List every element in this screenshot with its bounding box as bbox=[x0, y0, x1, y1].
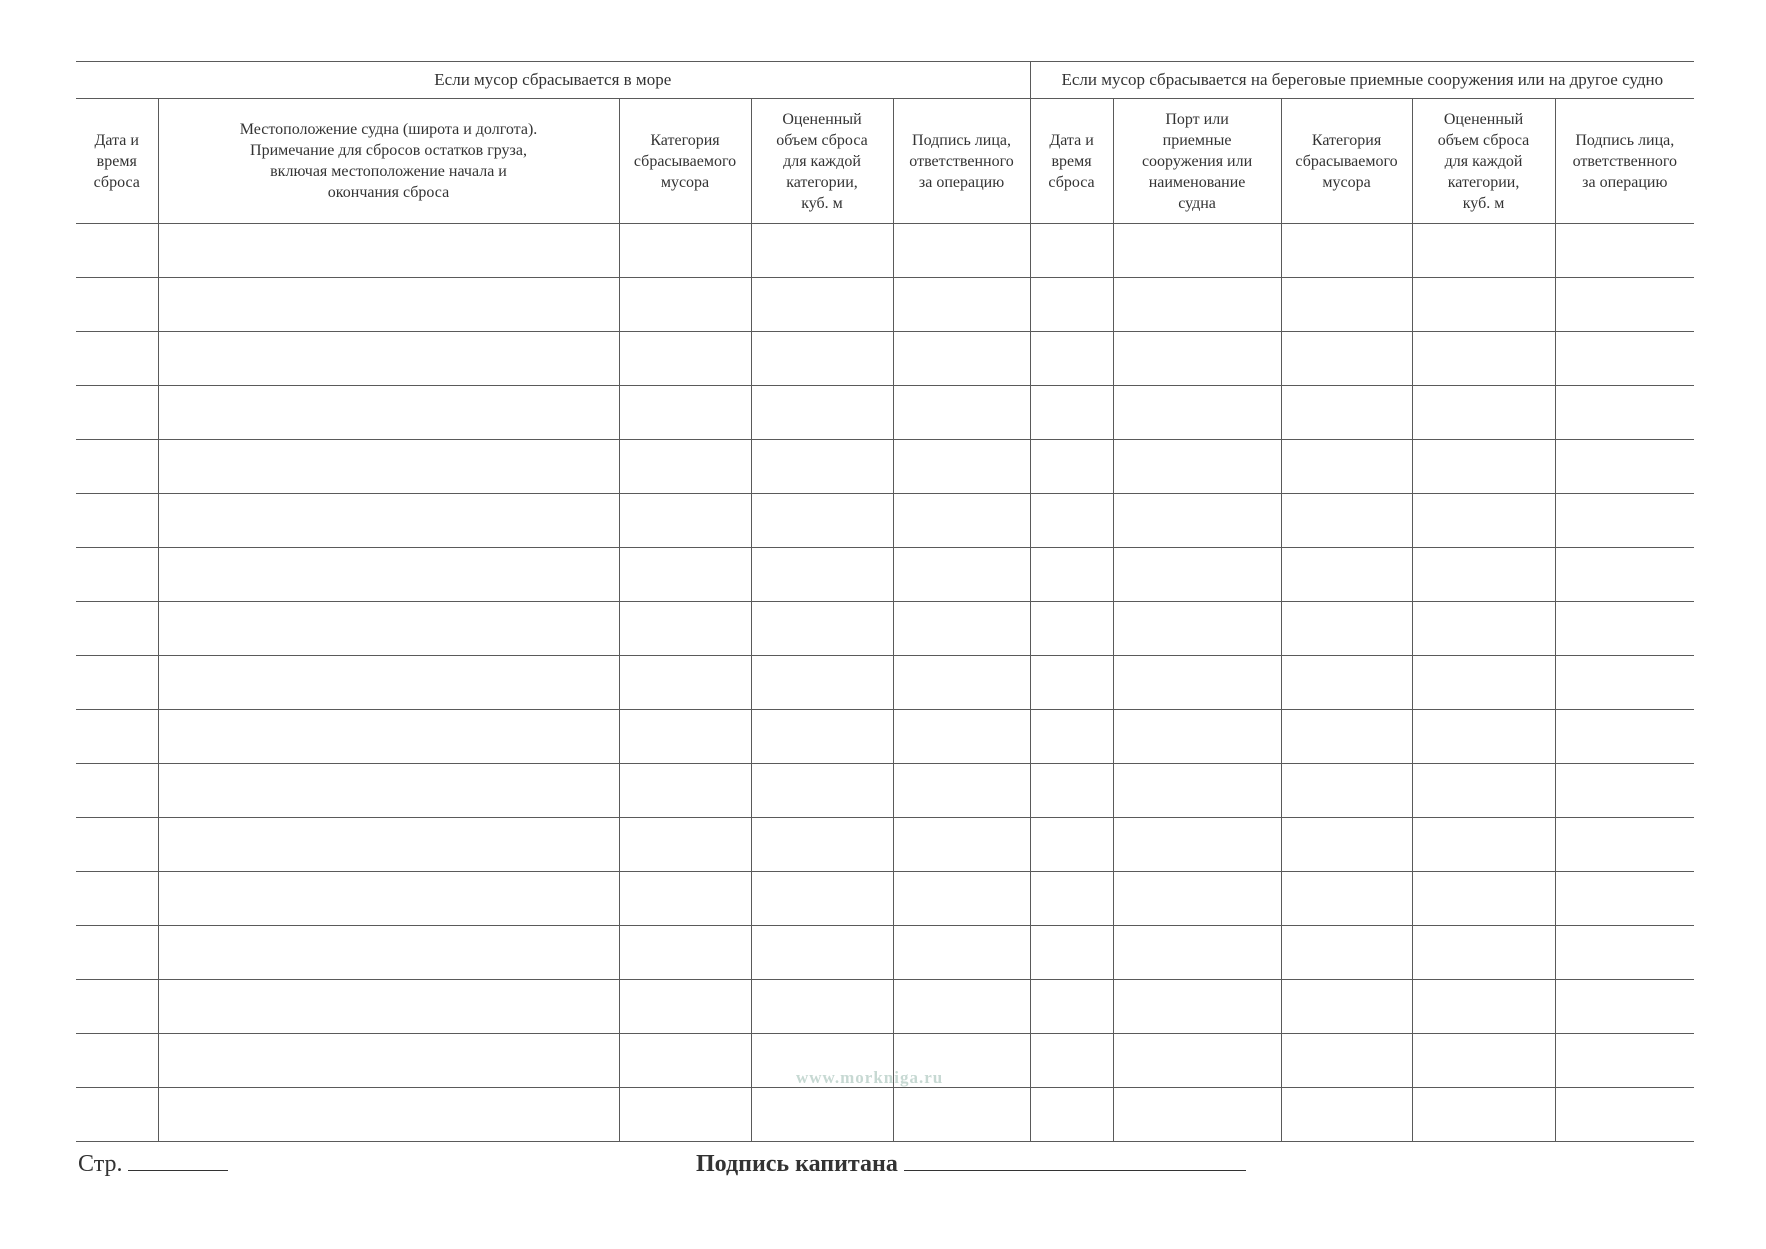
sea-date-time-cell[interactable] bbox=[76, 278, 158, 332]
sea-date-time-cell[interactable] bbox=[76, 980, 158, 1034]
shore-category-cell[interactable] bbox=[1281, 980, 1412, 1034]
shore-category-cell[interactable] bbox=[1281, 386, 1412, 440]
sea-position-cell[interactable] bbox=[158, 872, 619, 926]
captain-signature-label: Подпись капитана bbox=[696, 1151, 898, 1177]
sea-position-cell[interactable] bbox=[158, 548, 619, 602]
shore-port-cell[interactable] bbox=[1113, 710, 1281, 764]
sea-position-cell[interactable] bbox=[158, 440, 619, 494]
shore-signature-cell[interactable] bbox=[1555, 980, 1694, 1034]
sea-category-cell[interactable] bbox=[619, 710, 751, 764]
shore-signature-cell[interactable] bbox=[1555, 224, 1694, 278]
sea-date-time-cell[interactable] bbox=[76, 1034, 158, 1088]
shore-category-cell[interactable] bbox=[1281, 224, 1412, 278]
sea-signature-cell[interactable] bbox=[893, 872, 1030, 926]
shore-date-time-cell[interactable] bbox=[1030, 764, 1113, 818]
shore-port-cell[interactable] bbox=[1113, 548, 1281, 602]
shore-port-cell[interactable] bbox=[1113, 818, 1281, 872]
shore-volume-cell[interactable] bbox=[1412, 818, 1555, 872]
sea-date-time-cell[interactable] bbox=[76, 332, 158, 386]
sea-category-cell[interactable] bbox=[619, 926, 751, 980]
shore-date-time-cell[interactable] bbox=[1030, 710, 1113, 764]
shore-signature-cell[interactable] bbox=[1555, 278, 1694, 332]
sea-date-time-cell[interactable] bbox=[76, 440, 158, 494]
shore-volume-cell[interactable] bbox=[1412, 980, 1555, 1034]
shore-volume-cell[interactable] bbox=[1412, 872, 1555, 926]
sea-category-cell[interactable] bbox=[619, 278, 751, 332]
sea-date-time-cell[interactable] bbox=[76, 764, 158, 818]
table-row bbox=[76, 872, 1694, 926]
sea-volume-cell[interactable] bbox=[751, 224, 893, 278]
shore-volume-cell[interactable] bbox=[1412, 332, 1555, 386]
shore-category-cell[interactable] bbox=[1281, 332, 1412, 386]
table-row bbox=[76, 764, 1694, 818]
shore-port-cell[interactable] bbox=[1113, 926, 1281, 980]
shore-signature-cell[interactable] bbox=[1555, 440, 1694, 494]
sea-volume-cell[interactable] bbox=[751, 818, 893, 872]
sea-position-cell[interactable] bbox=[158, 818, 619, 872]
sea-signature-cell[interactable] bbox=[893, 602, 1030, 656]
sea-position-cell[interactable] bbox=[158, 278, 619, 332]
shore-category-cell[interactable] bbox=[1281, 1034, 1412, 1088]
shore-port-cell[interactable] bbox=[1113, 440, 1281, 494]
shore-signature-cell[interactable] bbox=[1555, 710, 1694, 764]
shore-date-time-cell[interactable] bbox=[1030, 602, 1113, 656]
shore-signature-cell[interactable] bbox=[1555, 1088, 1694, 1142]
shore-volume-cell[interactable] bbox=[1412, 710, 1555, 764]
shore-date-time-cell[interactable] bbox=[1030, 332, 1113, 386]
table-row bbox=[76, 278, 1694, 332]
shore-signature-cell[interactable] bbox=[1555, 1034, 1694, 1088]
sea-category-cell[interactable] bbox=[619, 494, 751, 548]
captain-signature-field bbox=[696, 1151, 1246, 1178]
shore-volume-cell[interactable] bbox=[1412, 1034, 1555, 1088]
sea-date-time-header: Дата и время сброса bbox=[76, 99, 158, 224]
shore-date-time-cell[interactable] bbox=[1030, 926, 1113, 980]
sea-signature-cell[interactable] bbox=[893, 710, 1030, 764]
sea-volume-header: Оцененный объем сброса для каждой категории, куб. м bbox=[751, 99, 893, 224]
table-row bbox=[76, 386, 1694, 440]
shore-signature-cell[interactable] bbox=[1555, 818, 1694, 872]
garbage-record-table bbox=[76, 61, 1694, 1142]
sea-category-cell[interactable] bbox=[619, 818, 751, 872]
sea-volume-cell[interactable] bbox=[751, 386, 893, 440]
sea-volume-cell[interactable] bbox=[751, 548, 893, 602]
shore-date-time-cell[interactable] bbox=[1030, 278, 1113, 332]
shore-volume-cell[interactable] bbox=[1412, 548, 1555, 602]
sea-position-cell[interactable] bbox=[158, 926, 619, 980]
sea-category-cell[interactable] bbox=[619, 548, 751, 602]
shore-category-cell[interactable] bbox=[1281, 764, 1412, 818]
sea-signature-cell[interactable] bbox=[893, 764, 1030, 818]
shore-category-cell[interactable] bbox=[1281, 872, 1412, 926]
sea-date-time-cell[interactable] bbox=[76, 602, 158, 656]
sea-signature-cell[interactable] bbox=[893, 548, 1030, 602]
shore-date-time-cell[interactable] bbox=[1030, 224, 1113, 278]
table-row bbox=[76, 926, 1694, 980]
shore-category-cell[interactable] bbox=[1281, 818, 1412, 872]
shore-volume-cell[interactable] bbox=[1412, 764, 1555, 818]
table-row bbox=[76, 332, 1694, 386]
shore-port-cell[interactable] bbox=[1113, 494, 1281, 548]
sea-category-cell[interactable] bbox=[619, 980, 751, 1034]
sea-category-header: Категория сбрасываемого мусора bbox=[619, 99, 751, 224]
shore-signature-cell[interactable] bbox=[1555, 926, 1694, 980]
shore-date-time-cell[interactable] bbox=[1030, 494, 1113, 548]
garbage-record-sheet bbox=[76, 61, 1694, 1142]
shore-port-cell[interactable] bbox=[1113, 980, 1281, 1034]
sea-volume-cell[interactable] bbox=[751, 602, 893, 656]
shore-port-header: Порт или приемные сооружения или наименование судна bbox=[1113, 99, 1281, 224]
page-number-field bbox=[78, 1151, 228, 1178]
shore-volume-cell[interactable] bbox=[1412, 602, 1555, 656]
sea-signature-cell[interactable] bbox=[893, 818, 1030, 872]
shore-signature-header: Подпись лица, ответственного за операцию bbox=[1555, 99, 1694, 224]
sea-section-title: Если мусор сбрасывается в море bbox=[76, 62, 1030, 99]
sea-signature-cell[interactable] bbox=[893, 386, 1030, 440]
shore-category-cell[interactable] bbox=[1281, 278, 1412, 332]
sea-volume-cell[interactable] bbox=[751, 980, 893, 1034]
table-row bbox=[76, 440, 1694, 494]
sea-category-cell[interactable] bbox=[619, 332, 751, 386]
sea-position-cell[interactable] bbox=[158, 1034, 619, 1088]
sea-category-cell[interactable] bbox=[619, 224, 751, 278]
shore-volume-header: Оцененный объем сброса для каждой категории, куб. м bbox=[1412, 99, 1555, 224]
shore-signature-cell[interactable] bbox=[1555, 602, 1694, 656]
watermark: www.morkniga.ru bbox=[796, 1068, 944, 1087]
sea-volume-cell[interactable] bbox=[751, 278, 893, 332]
sea-date-time-cell[interactable] bbox=[76, 386, 158, 440]
sea-signature-cell[interactable] bbox=[893, 224, 1030, 278]
shore-category-cell[interactable] bbox=[1281, 548, 1412, 602]
sea-position-cell[interactable] bbox=[158, 710, 619, 764]
table-row bbox=[76, 602, 1694, 656]
shore-port-cell[interactable] bbox=[1113, 278, 1281, 332]
table-row bbox=[76, 224, 1694, 278]
shore-category-cell[interactable] bbox=[1281, 602, 1412, 656]
sea-date-time-cell[interactable] bbox=[76, 224, 158, 278]
sea-signature-cell[interactable] bbox=[893, 1088, 1030, 1142]
sea-volume-cell[interactable] bbox=[751, 710, 893, 764]
shore-volume-cell[interactable] bbox=[1412, 386, 1555, 440]
sea-signature-header: Подпись лица, ответственного за операцию bbox=[893, 99, 1030, 224]
sea-date-time-cell[interactable] bbox=[76, 494, 158, 548]
sea-signature-cell[interactable] bbox=[893, 278, 1030, 332]
sea-volume-cell[interactable] bbox=[751, 926, 893, 980]
table-row bbox=[76, 1088, 1694, 1142]
shore-date-time-cell[interactable] bbox=[1030, 872, 1113, 926]
table-row bbox=[76, 980, 1694, 1034]
sea-signature-cell[interactable] bbox=[893, 494, 1030, 548]
shore-date-time-cell[interactable] bbox=[1030, 980, 1113, 1034]
shore-date-time-cell[interactable] bbox=[1030, 1034, 1113, 1088]
shore-date-time-cell[interactable] bbox=[1030, 656, 1113, 710]
sea-category-cell[interactable] bbox=[619, 656, 751, 710]
column-header-row bbox=[76, 99, 1694, 224]
shore-port-cell[interactable] bbox=[1113, 656, 1281, 710]
sea-signature-cell[interactable] bbox=[893, 980, 1030, 1034]
shore-section-title: Если мусор сбрасывается на береговые приемные сооружения или на другое судно bbox=[1030, 62, 1694, 99]
sea-position-cell[interactable] bbox=[158, 602, 619, 656]
sea-category-cell[interactable] bbox=[619, 1034, 751, 1088]
shore-port-cell[interactable] bbox=[1113, 602, 1281, 656]
sea-volume-cell[interactable] bbox=[751, 1088, 893, 1142]
shore-category-cell[interactable] bbox=[1281, 710, 1412, 764]
sea-date-time-cell[interactable] bbox=[76, 656, 158, 710]
shore-signature-cell[interactable] bbox=[1555, 764, 1694, 818]
shore-volume-cell[interactable] bbox=[1412, 224, 1555, 278]
sea-category-cell[interactable] bbox=[619, 764, 751, 818]
sea-volume-cell[interactable] bbox=[751, 494, 893, 548]
shore-port-cell[interactable] bbox=[1113, 1088, 1281, 1142]
page-number-label: Стр. bbox=[78, 1151, 123, 1177]
shore-volume-cell[interactable] bbox=[1412, 494, 1555, 548]
shore-volume-cell[interactable] bbox=[1412, 278, 1555, 332]
sea-position-header: Местоположение судна (широта и долгота). Примечание для сбросов остатков груза, включая местоположение начала и окончания сброса bbox=[158, 99, 619, 224]
sea-volume-cell[interactable] bbox=[751, 440, 893, 494]
sea-signature-cell[interactable] bbox=[893, 656, 1030, 710]
shore-date-time-header: Дата и время сброса bbox=[1030, 99, 1113, 224]
shore-port-cell[interactable] bbox=[1113, 872, 1281, 926]
shore-port-cell[interactable] bbox=[1113, 764, 1281, 818]
shore-signature-cell[interactable] bbox=[1555, 494, 1694, 548]
shore-signature-cell[interactable] bbox=[1555, 872, 1694, 926]
shore-volume-cell[interactable] bbox=[1412, 1088, 1555, 1142]
shore-port-cell[interactable] bbox=[1113, 224, 1281, 278]
shore-date-time-cell[interactable] bbox=[1030, 386, 1113, 440]
sea-date-time-cell[interactable] bbox=[76, 710, 158, 764]
shore-volume-cell[interactable] bbox=[1412, 926, 1555, 980]
shore-category-cell[interactable] bbox=[1281, 656, 1412, 710]
sea-signature-cell[interactable] bbox=[893, 926, 1030, 980]
table-row bbox=[76, 548, 1694, 602]
shore-port-cell[interactable] bbox=[1113, 386, 1281, 440]
shore-date-time-cell[interactable] bbox=[1030, 548, 1113, 602]
sea-position-cell[interactable] bbox=[158, 656, 619, 710]
shore-volume-cell[interactable] bbox=[1412, 440, 1555, 494]
sea-position-cell[interactable] bbox=[158, 1088, 619, 1142]
shore-category-header: Категория сбрасываемого мусора bbox=[1281, 99, 1412, 224]
sea-signature-cell[interactable] bbox=[893, 440, 1030, 494]
table-row bbox=[76, 818, 1694, 872]
sea-volume-cell[interactable] bbox=[751, 656, 893, 710]
shore-category-cell[interactable] bbox=[1281, 926, 1412, 980]
sea-signature-cell[interactable] bbox=[893, 332, 1030, 386]
sea-date-time-cell[interactable] bbox=[76, 872, 158, 926]
sea-date-time-cell[interactable] bbox=[76, 818, 158, 872]
shore-category-cell[interactable] bbox=[1281, 1088, 1412, 1142]
sea-position-cell[interactable] bbox=[158, 386, 619, 440]
sea-volume-cell[interactable] bbox=[751, 872, 893, 926]
shore-category-cell[interactable] bbox=[1281, 440, 1412, 494]
page-number-blank[interactable] bbox=[128, 1169, 228, 1171]
shore-port-cell[interactable] bbox=[1113, 1034, 1281, 1088]
sea-position-cell[interactable] bbox=[158, 224, 619, 278]
table-row bbox=[76, 710, 1694, 764]
shore-signature-cell[interactable] bbox=[1555, 548, 1694, 602]
sea-volume-cell[interactable] bbox=[751, 764, 893, 818]
sea-category-cell[interactable] bbox=[619, 1088, 751, 1142]
sea-position-cell[interactable] bbox=[158, 980, 619, 1034]
sea-category-cell[interactable] bbox=[619, 440, 751, 494]
table-row bbox=[76, 494, 1694, 548]
sea-volume-cell[interactable] bbox=[751, 332, 893, 386]
shore-signature-cell[interactable] bbox=[1555, 656, 1694, 710]
sea-date-time-cell[interactable] bbox=[76, 926, 158, 980]
sea-category-cell[interactable] bbox=[619, 602, 751, 656]
sea-position-cell[interactable] bbox=[158, 494, 619, 548]
shore-date-time-cell[interactable] bbox=[1030, 1088, 1113, 1142]
entry-rows bbox=[76, 224, 1694, 1142]
table-row bbox=[76, 656, 1694, 710]
shore-date-time-cell[interactable] bbox=[1030, 440, 1113, 494]
shore-port-cell[interactable] bbox=[1113, 332, 1281, 386]
sea-category-cell[interactable] bbox=[619, 386, 751, 440]
sea-date-time-cell[interactable] bbox=[76, 548, 158, 602]
sea-date-time-cell[interactable] bbox=[76, 1088, 158, 1142]
captain-signature-blank[interactable] bbox=[904, 1169, 1246, 1171]
sea-category-cell[interactable] bbox=[619, 872, 751, 926]
shore-date-time-cell[interactable] bbox=[1030, 818, 1113, 872]
section-header-row bbox=[76, 62, 1694, 99]
sea-position-cell[interactable] bbox=[158, 332, 619, 386]
shore-category-cell[interactable] bbox=[1281, 494, 1412, 548]
sea-position-cell[interactable] bbox=[158, 764, 619, 818]
shore-signature-cell[interactable] bbox=[1555, 332, 1694, 386]
shore-volume-cell[interactable] bbox=[1412, 656, 1555, 710]
shore-signature-cell[interactable] bbox=[1555, 386, 1694, 440]
